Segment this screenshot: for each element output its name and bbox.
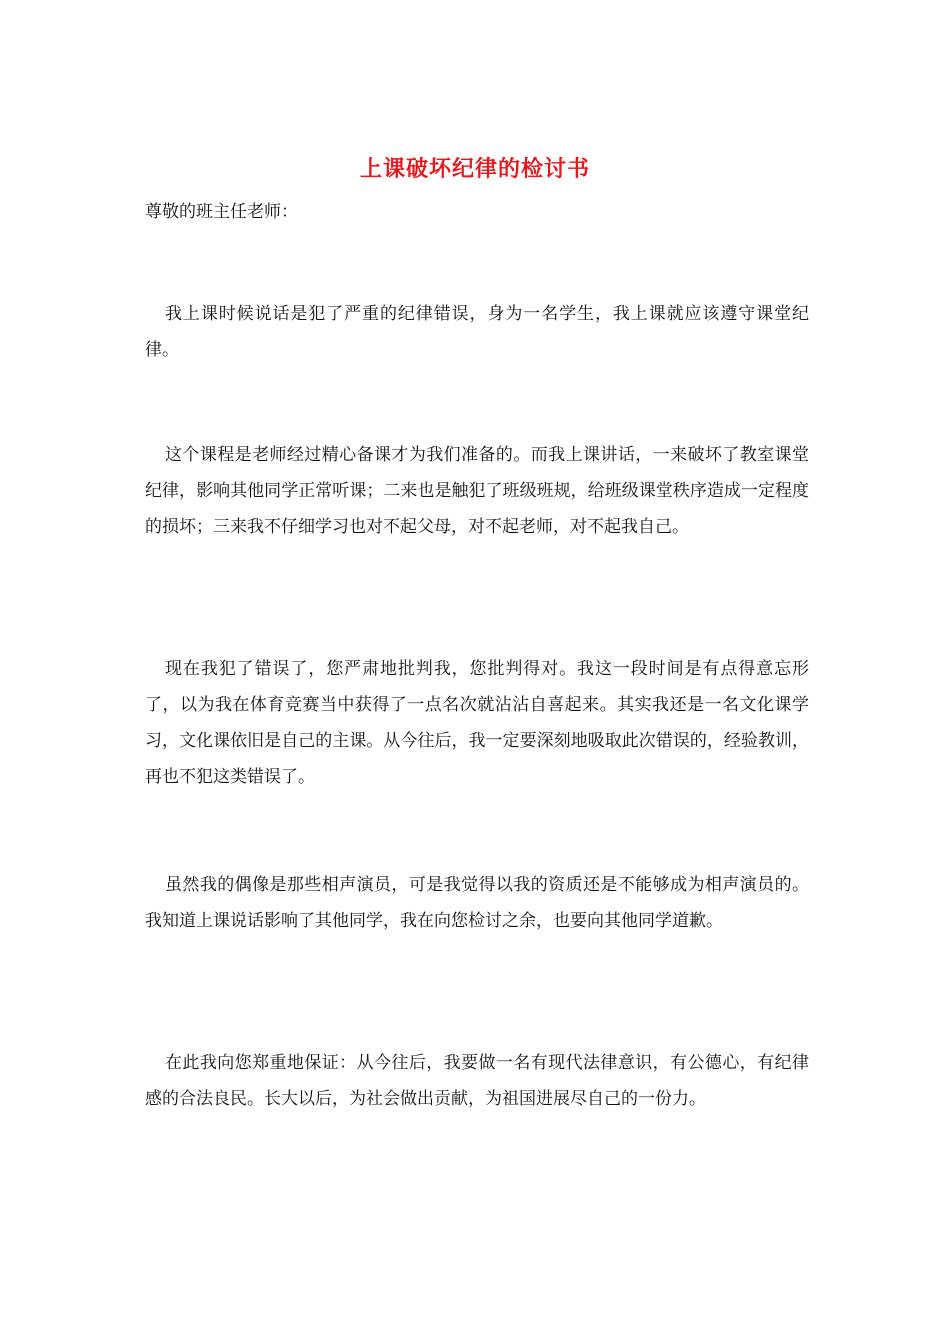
paragraph-2: 这个课程是老师经过精心备课才为我们准备的。而我上课讲话，一来破坏了教室课堂纪律，影响其他同学正常听课；二来也是触犯了班级班规，给班级课堂秩序造成一定程度的损坏；三来我不仔细学习也对不起父母，对不起老师，对不起我自己。 [145,445,809,537]
paragraph-4: 虽然我的偶像是那些相声演员，可是我觉得以我的资质还是不能够成为相声演员的。我知道上课说话影响了其他同学，我在向您检讨之余，也要向其他同学道歉。 [145,875,809,931]
paragraph-5: 在此我向您郑重地保证：从今往后，我要做一名有现代法律意识，有公德心，有纪律感的合法良民。长大以后，为社会做出贡献，为祖国进展尽自己的一份力。 [145,1053,809,1109]
paragraph-1: 我上课时候说话是犯了严重的纪律错误，身为一名学生，我上课就应该遵守课堂纪律。 [145,304,809,360]
salutation: 尊敬的班主任老师： [145,202,298,222]
document-title: 上课破坏纪律的检讨书 [359,156,590,182]
paragraph-3: 现在我犯了错误了，您严肃地批判我，您批判得对。我这一段时间是有点得意忘形了，以为我在体育竞赛当中获得了一点名次就沾沾自喜起来。其实我还是一名文化课学习，文化课依旧是自己的主课。从今往后，我一定要深刻地吸取此次错误的，经验教训，再也不犯这类错误了。 [145,659,809,787]
